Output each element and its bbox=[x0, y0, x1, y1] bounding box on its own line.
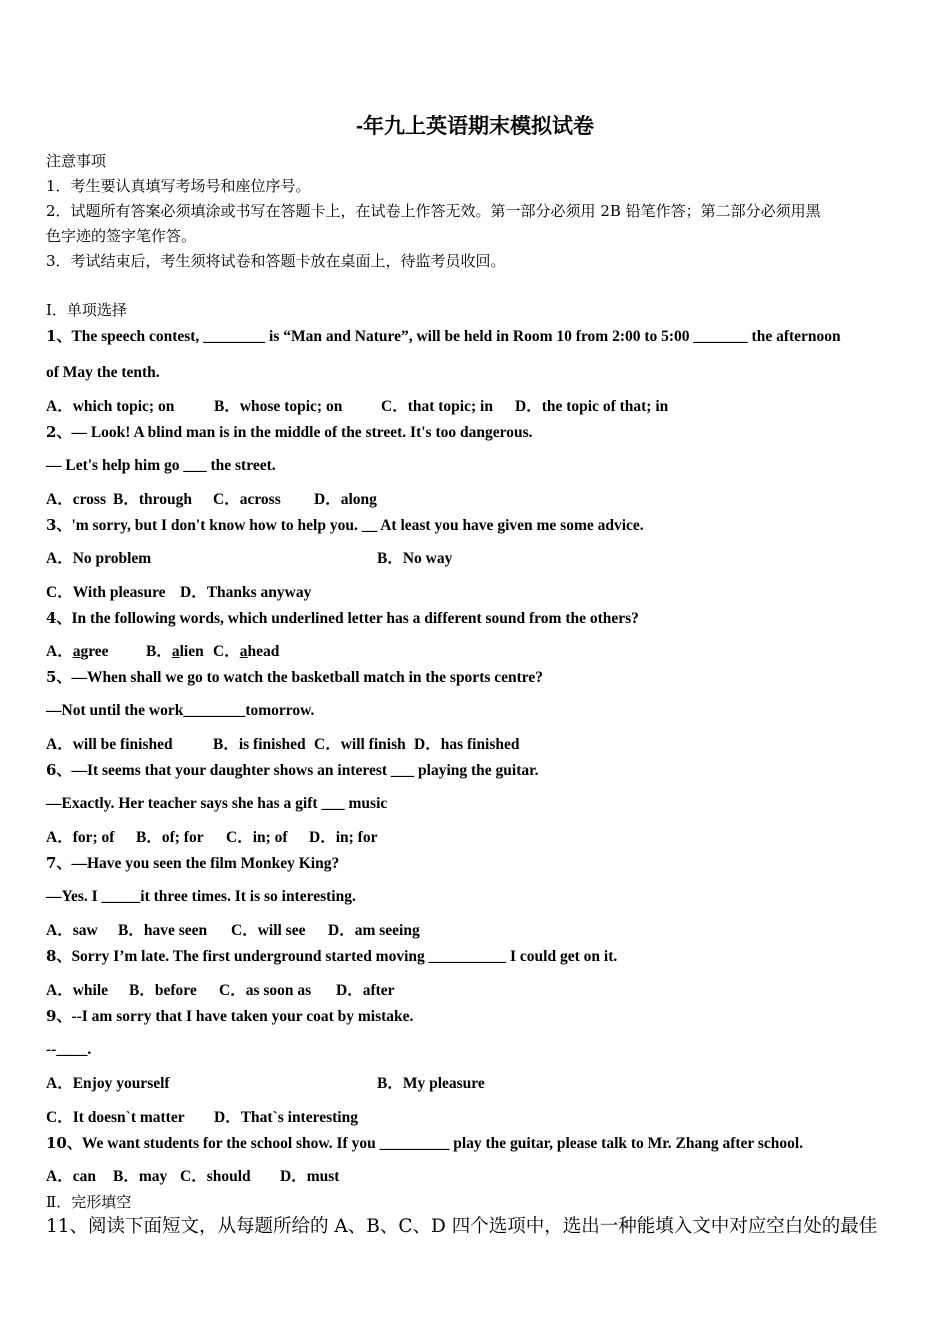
question-3 bbox=[46, 515, 644, 536]
question-text: 阅读下面短文，从每题所给的 A、B、C、D 四个选项中，选出一种能填入文中对应空白处的最佳 bbox=[88, 1216, 878, 1237]
option-d[interactable]: D．must bbox=[280, 1168, 340, 1185]
option-c[interactable]: C．should bbox=[180, 1168, 251, 1185]
option-a[interactable]: A．for; of bbox=[46, 829, 115, 846]
option-c[interactable]: C．as soon as bbox=[219, 982, 312, 999]
option-c[interactable]: C．that topic; in bbox=[381, 398, 493, 415]
option-d[interactable]: D．along bbox=[314, 491, 377, 508]
question-7-cont: —Yes. I _____it three times. It is so interesting. bbox=[46, 888, 356, 905]
question-number: 9、 bbox=[46, 1007, 72, 1025]
underlined-letter: a bbox=[239, 643, 248, 660]
question-text: Sorry I’m late. The first underground started moving __________ I could get on it. bbox=[71, 948, 618, 965]
question-1-options bbox=[46, 397, 668, 417]
question-number: 6、 bbox=[46, 761, 72, 779]
question-text: --I am sorry that I have taken your coat by mistake. bbox=[71, 1008, 414, 1025]
question-number: 3、 bbox=[46, 516, 72, 534]
question-text: In the following words, which underlined letter has a different sound from the others? bbox=[71, 610, 639, 627]
option-a[interactable]: A．can bbox=[46, 1168, 96, 1185]
option-b[interactable]: B．have seen bbox=[118, 922, 208, 939]
notice-item-2-cont: 色字迹的签字笔作答。 bbox=[46, 227, 197, 245]
question-3-options-cd bbox=[46, 583, 311, 603]
question-2-options bbox=[46, 490, 377, 510]
question-number: 2、 bbox=[46, 423, 72, 441]
option-b[interactable]: B．through bbox=[113, 491, 192, 508]
question-text: —It seems that your daughter shows an interest ___ playing the guitar. bbox=[71, 762, 539, 779]
option-a[interactable]: A．agree bbox=[46, 643, 109, 660]
question-text: —Have you seen the film Monkey King? bbox=[71, 855, 340, 872]
option-d[interactable]: D．Thanks anyway bbox=[180, 584, 312, 601]
question-number: 5、 bbox=[46, 668, 72, 686]
question-8-options bbox=[46, 981, 395, 1001]
question-1-cont: of May the tenth. bbox=[46, 364, 160, 381]
question-8 bbox=[46, 946, 617, 967]
option-a[interactable]: A．cross bbox=[46, 491, 106, 508]
option-d[interactable]: D．has finished bbox=[414, 736, 520, 753]
option-d[interactable]: D．am seeing bbox=[328, 922, 420, 939]
question-7-options bbox=[46, 921, 420, 941]
question-7 bbox=[46, 853, 339, 874]
question-text: The speech contest, ________ is “Man and Nature”, will be held in Room 10 from 2:00 to 5:00 _______ the afternoon bbox=[71, 328, 841, 345]
option-a[interactable]: A．Enjoy yourself bbox=[46, 1075, 170, 1092]
question-5-options bbox=[46, 735, 520, 755]
question-number: 1、 bbox=[46, 327, 72, 345]
question-text: We want students for the school show. If you _________ play the guitar, please talk to Mr. Zhang after school. bbox=[81, 1135, 804, 1152]
question-6-cont: —Exactly. Her teacher says she has a gift ___ music bbox=[46, 795, 388, 812]
question-6-options bbox=[46, 828, 377, 848]
option-d[interactable]: D．the topic of that; in bbox=[515, 398, 669, 415]
option-b[interactable]: B．My pleasure bbox=[377, 1075, 485, 1092]
option-a[interactable]: A．No problem bbox=[46, 550, 152, 567]
notice-heading: 注意事项 bbox=[46, 152, 107, 170]
question-3-options-ab bbox=[46, 549, 452, 569]
option-a[interactable]: A．saw bbox=[46, 922, 98, 939]
page-title: -年九上英语期末模拟试卷 bbox=[356, 115, 594, 138]
question-4 bbox=[46, 608, 639, 629]
question-4-options bbox=[46, 642, 279, 662]
question-text: — Look! A blind man is in the middle of the street. It's too dangerous. bbox=[71, 424, 533, 441]
question-11 bbox=[46, 1215, 877, 1239]
option-a[interactable]: A．will be finished bbox=[46, 736, 173, 753]
section-2-heading: Ⅱ．完形填空 bbox=[46, 1193, 132, 1211]
notice-item-1: 1．考生要认真填写考场号和座位序号。 bbox=[46, 177, 311, 195]
question-2 bbox=[46, 422, 532, 443]
question-9-options-ab bbox=[46, 1074, 485, 1094]
option-b[interactable]: B．is finished bbox=[213, 736, 306, 753]
question-number: 11、 bbox=[46, 1216, 89, 1237]
option-c[interactable]: C．across bbox=[213, 491, 281, 508]
option-c[interactable]: C．ahead bbox=[213, 643, 280, 660]
option-c[interactable]: C．will see bbox=[231, 922, 306, 939]
option-d[interactable]: D．That`s interesting bbox=[214, 1109, 358, 1126]
option-b[interactable]: B．before bbox=[129, 982, 197, 999]
question-number: 7、 bbox=[46, 854, 72, 872]
question-number: 4、 bbox=[46, 609, 72, 627]
option-c[interactable]: C．will finish bbox=[314, 736, 406, 753]
option-b[interactable]: B．of; for bbox=[136, 829, 204, 846]
question-9 bbox=[46, 1006, 413, 1027]
underlined-letter: a bbox=[171, 643, 180, 660]
option-b[interactable]: B．whose topic; on bbox=[214, 398, 343, 415]
question-2-cont: — Let's help him go ___ the street. bbox=[46, 457, 276, 474]
section-1-heading: Ⅰ．单项选择 bbox=[46, 301, 127, 319]
option-b[interactable]: B．No way bbox=[377, 550, 453, 567]
option-a[interactable]: A．while bbox=[46, 982, 109, 999]
question-text: —When shall we go to watch the basketball match in the sports centre? bbox=[71, 669, 544, 686]
option-b[interactable]: B．may bbox=[113, 1168, 168, 1185]
option-c[interactable]: C．It doesn`t matter bbox=[46, 1109, 185, 1126]
question-5-cont: —Not until the work________tomorrow. bbox=[46, 702, 315, 719]
option-a[interactable]: A．which topic; on bbox=[46, 398, 175, 415]
option-c[interactable]: C．in; of bbox=[226, 829, 288, 846]
question-1 bbox=[46, 326, 841, 347]
question-6 bbox=[46, 760, 538, 781]
question-text: 'm sorry, but I don't know how to help you. __ At least you have given me some advice. bbox=[71, 517, 644, 534]
question-10 bbox=[46, 1133, 803, 1154]
question-5 bbox=[46, 667, 543, 688]
option-d[interactable]: D．in; for bbox=[309, 829, 378, 846]
notice-item-3: 3．考试结束后，考生须将试卷和答题卡放在桌面上，待监考员收回。 bbox=[46, 252, 506, 270]
question-9-options-cd bbox=[46, 1108, 358, 1128]
question-10-options bbox=[46, 1167, 339, 1187]
question-number: 8、 bbox=[46, 947, 72, 965]
notice-item-2: 2．试题所有答案必须填涂或书写在答题卡上，在试卷上作答无效。第一部分必须用 2B 铅笔作答；第二部分必须用黑 bbox=[46, 202, 821, 220]
underlined-letter: a bbox=[72, 643, 81, 660]
option-d[interactable]: D．after bbox=[336, 982, 395, 999]
option-b[interactable]: B．alien bbox=[146, 643, 204, 660]
question-9-cont: --____. bbox=[46, 1041, 92, 1058]
option-c[interactable]: C．With pleasure bbox=[46, 584, 166, 601]
question-number: 10、 bbox=[46, 1134, 82, 1152]
